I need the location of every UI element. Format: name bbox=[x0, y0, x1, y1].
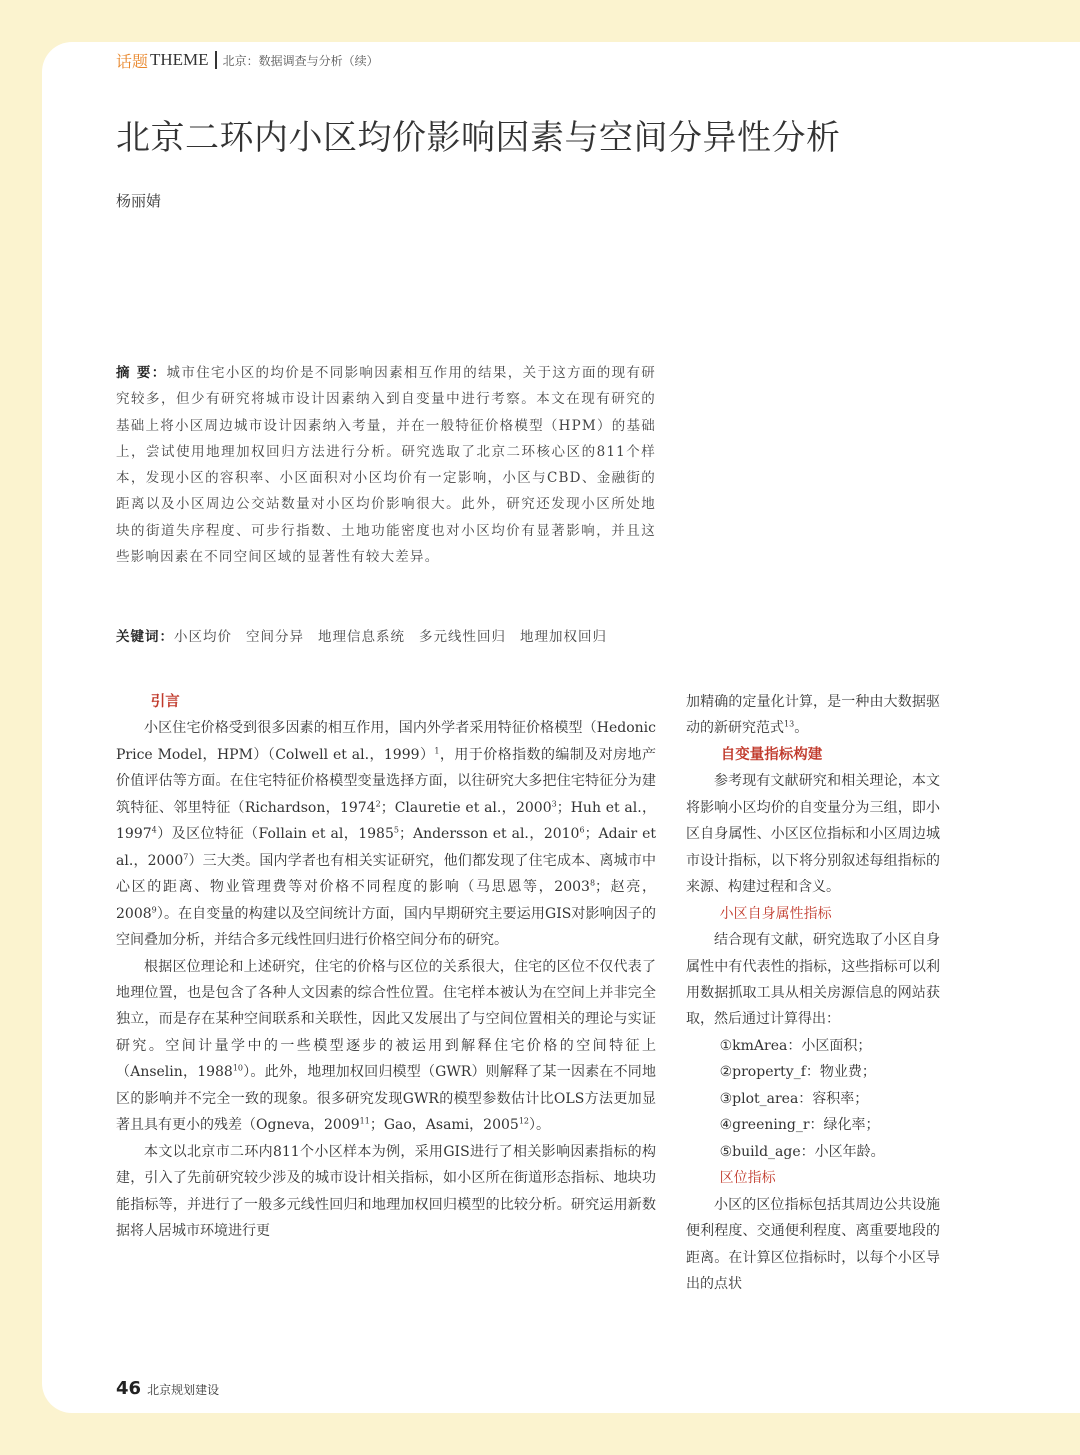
list-item: ①kmArea：小区面积； bbox=[719, 1037, 872, 1054]
abstract-label: 摘 要： bbox=[116, 365, 167, 381]
body-paragraph: 小区住宅价格受到很多因素的相互作用，国内外学者采用特征价格模型（Hedonic Price Model，HPM）（Colwell et al.，1999）$^1$，用于价格指数的编制及对房地产价值评估等方面。在住宅特征价格模型变量选择方面，以往研究大多把住宅特征分为建筑特征、邻里特征（Richardson，1974$^2$；Clauretie et al.，2000$^3$；Huh et al.，1997$^4$）及区位特征（Follain et al，1985$^5$；Andersson et al.，2010$^6$；Adair et al.，2000$^7$）三大类。国内学者也有相关实证研究，他们都发现了住宅成本、离城市中心区的距离、物业管理费等对价格不同程度的影响（马思恩等，2003$^8$；赵亮，2008$^9$）。在自变量的构建以及空间统计方面，国内早期研究主要运用GIS对影响因子的空间叠加分析，并结合多元线性回归进行价格空间分布的研究。 bbox=[116, 720, 656, 949]
list-item: ⑤build_age：小区年龄。 bbox=[719, 1143, 885, 1160]
list-item: ②property_f：物业费； bbox=[719, 1064, 876, 1081]
list-item: ③plot_area：容积率； bbox=[719, 1090, 869, 1107]
section-heading-intro: 引言 bbox=[150, 694, 180, 710]
list-item: ④greening_r：绿化率； bbox=[719, 1117, 880, 1134]
body-paragraph: 参考现有文献研究和相关理论，本文将影响小区均价的自变量分为三组，即小区自身属性、小区区位指标和小区周边城市设计指标，以下将分别叙述每组指标的来源、构建过程和含义。 bbox=[686, 773, 940, 896]
body-column-left bbox=[116, 689, 656, 1245]
keyword: 地理加权回归 bbox=[520, 629, 607, 645]
series-title: 北京：数据调查与分析（续） bbox=[222, 53, 379, 68]
abstract bbox=[116, 360, 656, 570]
article-author: 杨丽婧 bbox=[116, 192, 162, 210]
section-header bbox=[116, 50, 379, 70]
keyword: 空间分异 bbox=[246, 629, 304, 645]
abstract-text: 城市住宅小区的均价是不同影响因素相互作用的结果，关于这方面的现有研究较多，但少有研究将城市设计因素纳入到自变量中进行考察。本文在现有研究的基础上将小区周边城市设计因素纳入考量，并在一般特征价格模型（HPM）的基础上，尝试使用地理加权回归方法进行分析。研究选取了北京二环核心区的811个样本，发现小区的容积率、小区面积对小区均价有一定影响，小区与CBD、金融街的距离以及小区周边公交站数量对小区均价影响很大。此外，研究还发现小区所处地块的街道失序程度、可步行指数、土地功能密度也对小区均价有显著影响，并且这些影响因素在不同空间区域的显著性有较大差异。 bbox=[116, 365, 656, 566]
journal-name: 北京规划建设 bbox=[147, 1383, 220, 1397]
body-paragraph: 小区的区位指标包括其周边公共设施便利程度、交通便利程度、离重要地段的距离。在计算区位指标时，以每个小区导出的点状 bbox=[686, 1196, 940, 1292]
keywords-label: 关键词： bbox=[116, 629, 174, 645]
header-divider bbox=[215, 51, 217, 69]
body-column-right bbox=[686, 689, 940, 1297]
page-number: 46 bbox=[116, 1378, 142, 1399]
body-paragraph: 本文以北京市二环内811个小区样本为例，采用GIS进行了相关影响因素指标的构建，引入了先前研究较少涉及的城市设计相关指标，如小区所在街道形态指标、地块功能指标等，并进行了一般多元线性回归和地理加权回归模型的比较分析。研究运用新数据将人居城市环境进行更 bbox=[116, 1143, 656, 1240]
body-paragraph: 根据区位理论和上述研究，住宅的价格与区位的关系很大，住宅的区位不仅代表了地理位置，也是包含了各种人文因素的综合性位置。住宅样本被认为在空间上并非完全独立，而是存在某种空间联系和关联性，因此又发展出了与空间位置相关的理论与实证研究。空间计量学中的一些模型逐步的被运用到解释住宅价格的空间特征上（Anselin，1988$^{10}$）。此外，地理加权回归模型（GWR）则解释了某一因素在不同地区的影响并不完全一致的现象。很多研究发现GWR的模型参数估计比OLS方法更加显著且具有更小的残差（Ogneva，2009$^{11}$；Gao，Asami，2005$^{12}$）。 bbox=[116, 958, 656, 1134]
keyword: 小区均价 bbox=[174, 629, 232, 645]
theme-label-en: THEME bbox=[150, 50, 209, 69]
body-paragraph: 结合现有文献，研究选取了小区自身属性中有代表性的指标，这些指标可以利用数据抓取工具从相关房源信息的网站获取，然后通过计算得出： bbox=[686, 932, 940, 1028]
section-heading-variables: 自变量指标构建 bbox=[720, 746, 823, 763]
theme-label-cn: 话题 bbox=[116, 51, 149, 71]
body-paragraph: 加精确的定量化计算，是一种由大数据驱动的新研究范式$^{13}$。 bbox=[686, 694, 940, 737]
keyword: 多元线性回归 bbox=[419, 629, 506, 645]
keyword: 地理信息系统 bbox=[318, 629, 405, 645]
subheading-location: 区位指标 bbox=[719, 1170, 776, 1187]
article-title: 北京二环内小区均价影响因素与空间分异性分析 bbox=[116, 118, 841, 158]
subheading-self-attributes: 小区自身属性指标 bbox=[719, 905, 832, 922]
keywords bbox=[116, 625, 676, 645]
page-footer bbox=[116, 1378, 219, 1399]
